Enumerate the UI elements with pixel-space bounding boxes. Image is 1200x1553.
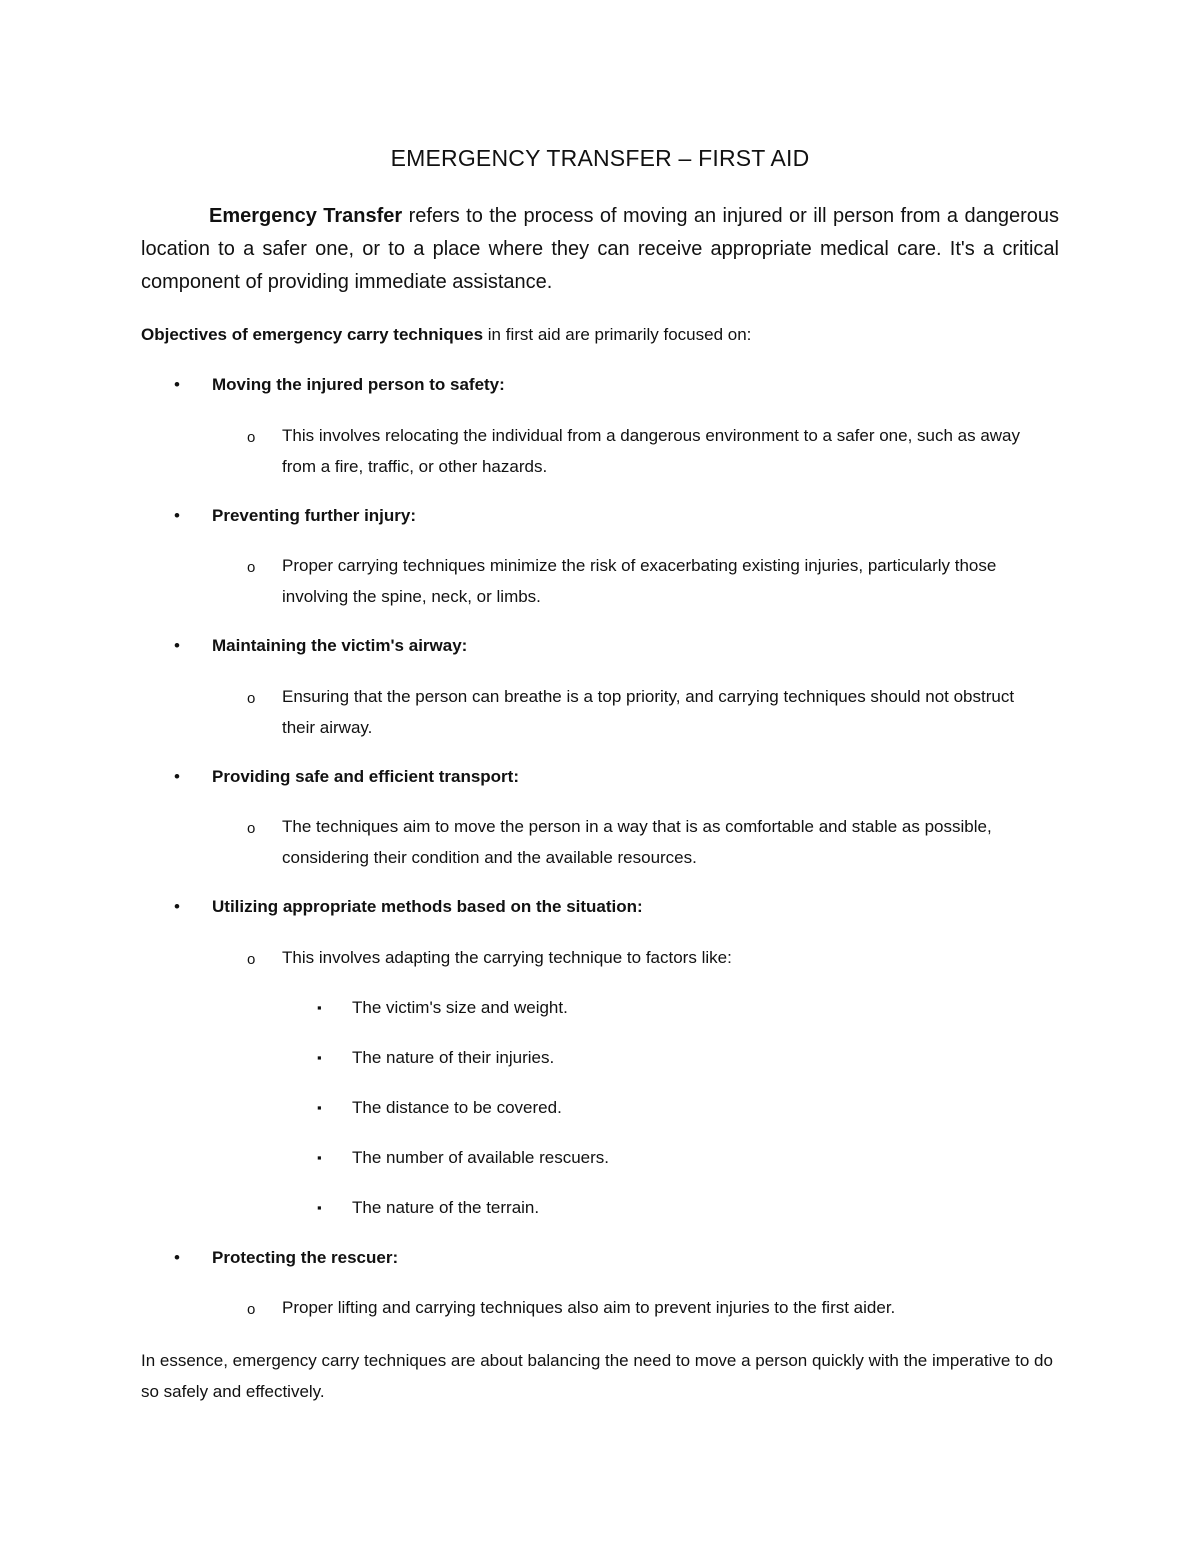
square-marker: ▪ <box>317 1200 322 1215</box>
objectives-lead-bold: Objectives of emergency carry techniques <box>141 325 484 344</box>
bullet-marker: • <box>174 375 180 394</box>
bullet-marker: • <box>174 1248 180 1267</box>
factor-text: The nature of their injuries. <box>352 1048 555 1067</box>
intro-text: refers to the process of moving an injured or ill person from a dangerous location to a safer one, or to a place where they can receive appropriate medical care. It's a critical component of providing immediate assistance. <box>141 205 1059 293</box>
bullet-heading: Moving the injured person to safety: <box>212 375 505 394</box>
square-marker: ▪ <box>317 1050 322 1065</box>
closing-paragraph: In essence, emergency carry techniques are about balancing the need to move a person quickly with the imperative to do so safely and effectively. <box>141 1351 1053 1401</box>
intro-paragraph <box>141 200 1059 299</box>
bullet-heading: Maintaining the victim's airway: <box>212 636 468 655</box>
sub-marker: o <box>247 820 256 837</box>
objectives-lead <box>141 322 751 348</box>
bullet-marker: • <box>174 636 180 655</box>
bullet-heading: Protecting the rescuer: <box>212 1248 399 1267</box>
sub-text: The techniques aim to move the person in a way that is as comfortable and stable as possible, considering their condition and the available resources. <box>282 817 992 867</box>
bullet-heading: Preventing further injury: <box>212 506 417 525</box>
sub-text: Ensuring that the person can breathe is a top priority, and carrying techniques should not obstruct their airway. <box>282 687 1015 737</box>
sub-text: This involves adapting the carrying technique to factors like: <box>282 948 732 967</box>
bullet-heading: Utilizing appropriate methods based on the situation: <box>212 897 643 916</box>
bullet-marker: • <box>174 767 180 786</box>
square-marker: ▪ <box>317 1000 322 1015</box>
sub-marker: o <box>247 690 256 707</box>
objectives-lead-rest: in first aid are primarily focused on: <box>483 325 752 344</box>
bullet-marker: • <box>174 897 180 916</box>
sub-marker: o <box>247 951 256 968</box>
sub-text: This involves relocating the individual from a dangerous environment to a safer one, such as away from a fire, traffic, or other hazards. <box>282 426 1021 476</box>
sub-marker: o <box>247 1301 256 1318</box>
sub-marker: o <box>247 559 256 576</box>
page-title: EMERGENCY TRANSFER – FIRST AID <box>390 145 810 171</box>
factor-text: The nature of the terrain. <box>352 1198 540 1217</box>
sub-marker: o <box>247 429 256 446</box>
factor-text: The distance to be covered. <box>352 1098 562 1117</box>
factor-text: The number of available rescuers. <box>352 1148 610 1167</box>
bullet-marker: • <box>174 506 180 525</box>
sub-text: Proper carrying techniques minimize the risk of exacerbating existing injuries, particularly those involving the spine, neck, or limbs. <box>282 556 997 606</box>
square-marker: ▪ <box>317 1100 322 1115</box>
factor-text: The victim's size and weight. <box>352 998 568 1017</box>
bullet-heading: Providing safe and efficient transport: <box>212 767 519 786</box>
sub-text: Proper lifting and carrying techniques also aim to prevent injuries to the first aider. <box>282 1298 896 1317</box>
intro-term: Emergency Transfer <box>209 205 403 227</box>
square-marker: ▪ <box>317 1150 322 1165</box>
